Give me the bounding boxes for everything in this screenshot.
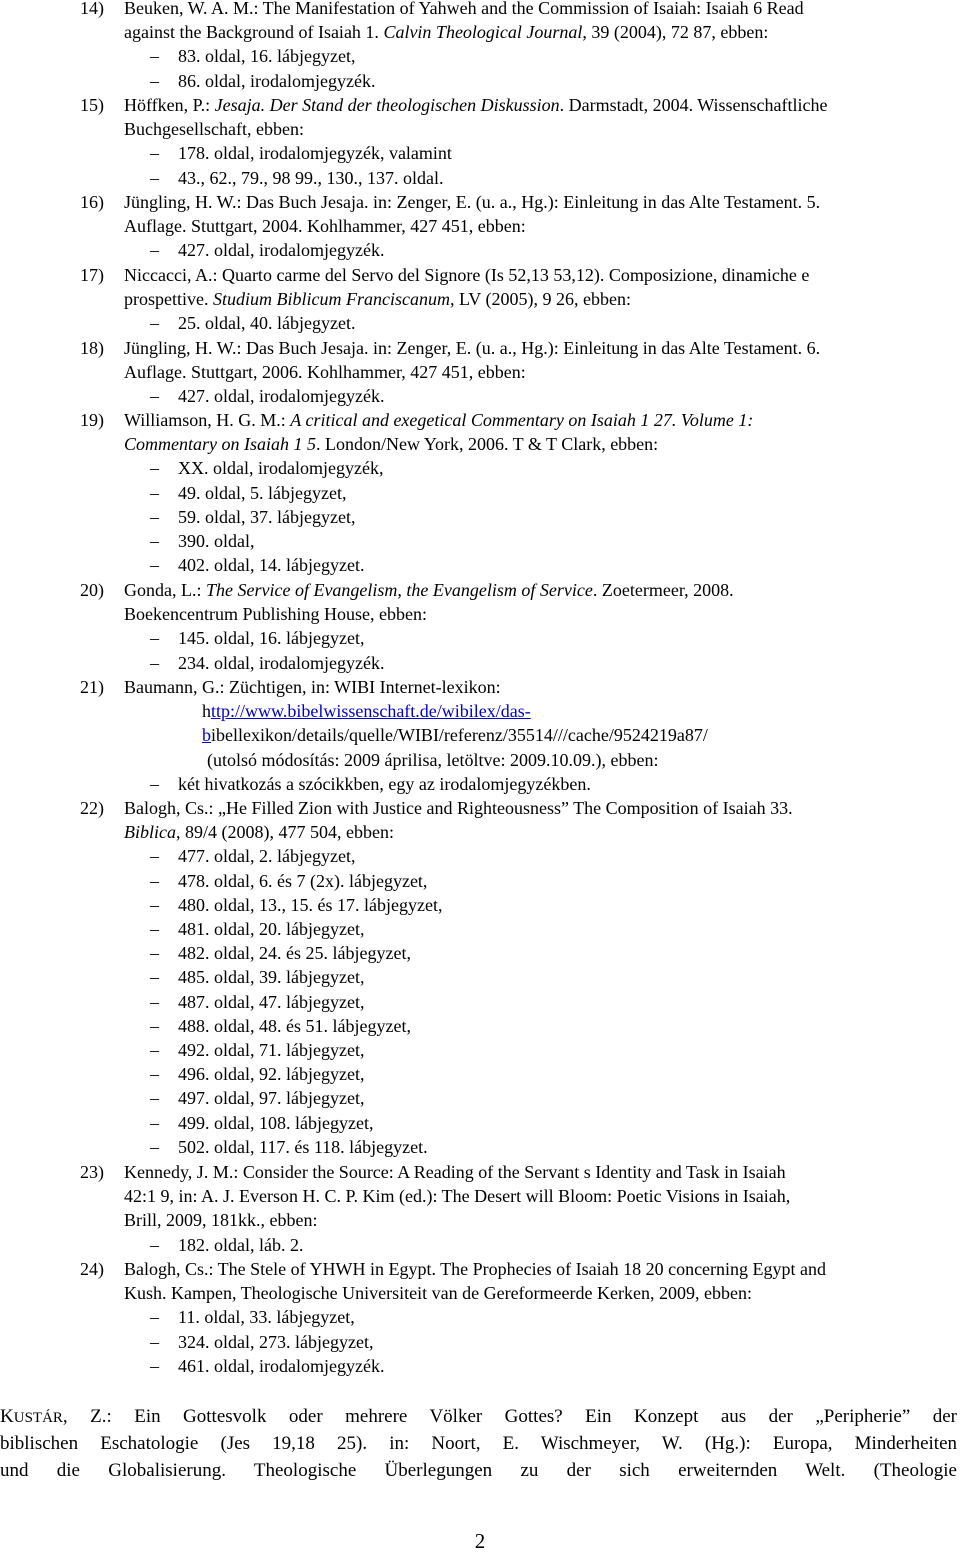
journal-title: Calvin Theological Journal (383, 22, 583, 43)
page-reference: – 178. oldal, irodalomjegyzék, valamint (150, 143, 452, 164)
page-reference: – 43., 62., 79., 98 99., 130., 137. oldal. (150, 167, 444, 188)
entry-number: 17) (80, 265, 104, 285)
entry-text: , LV (2005), 9 26, ebben: (449, 289, 631, 310)
entry-text: 42:1 9, in: A. J. Everson H. C. P. Kim (ed.): The Desert will Bloom: Poetic Visions in Isaiah, (124, 1186, 791, 1207)
entry-text: Niccacci, A.: Quarto carme del Servo del Signore (Is 52,13 53,12). Composizione, dinamiche e (124, 265, 810, 285)
page-reference: – 11. oldal, 33. lábjegyzet, (150, 1307, 355, 1328)
page-reference: – 234. oldal, irodalomjegyzék. (150, 652, 385, 673)
entry-number: 20) (80, 580, 104, 600)
entry-text: Kush. Kampen, Theologische Universiteit van de Gereformeerde Kerken, 2009, ebben: (124, 1283, 752, 1304)
entry-number: 22) (80, 798, 104, 818)
page-reference: – 324. oldal, 273. lábjegyzet, (150, 1331, 374, 1352)
page-reference: – 427. oldal, irodalomjegyzék. (150, 240, 385, 261)
page-reference: – 49. oldal, 5. lábjegyzet, (150, 482, 347, 503)
entry-text: Buchgesellschaft, ebben: (124, 119, 304, 140)
page-reference: – 478. oldal, 6. és 7 (2x). lábjegyzet, (150, 870, 428, 891)
book-title: The Service of Evangelism, the Evangelism of Service (205, 580, 593, 600)
entry-text: against the Background of Isaiah 1. (124, 22, 384, 43)
entry-text: Boekencentrum Publishing House, ebben: (124, 604, 427, 625)
page-number: 2 (474, 1529, 486, 1553)
page-reference: – 488. oldal, 48. és 51. lábjegyzet, (150, 1015, 411, 1036)
page-reference: – 497. oldal, 97. lábjegyzet, (150, 1088, 365, 1109)
page-reference: – 390. oldal, (150, 531, 255, 552)
page-reference: – 496. oldal, 92. lábjegyzet, (150, 1064, 365, 1085)
entry-text: . Darmstadt, 2004. Wissenschaftliche (559, 95, 828, 115)
page-reference: – 480. oldal, 13., 15. és 17. lábjegyzet, (150, 894, 443, 915)
entry-text: Brill, 2009, 181kk., ebben: (124, 1210, 318, 1231)
page-reference: – 402. oldal, 14. lábjegyzet. (150, 555, 365, 576)
entry-text: Gonda, L.: (124, 580, 206, 600)
journal-title: Studium Biblicum Franciscanum (212, 289, 450, 310)
page-reference: – 502. oldal, 117. és 118. lábjegyzet. (150, 1136, 428, 1157)
bibliography-entry-19 (0, 408, 960, 577)
access-note: (utolsó módosítás: 2009 áprilisa, letöltve: 2009.10.09.), ebben: (207, 749, 659, 770)
page-reference: – 461. oldal, irodalomjegyzék. (150, 1355, 385, 1376)
page-reference: – 25. oldal, 40. lábjegyzet. (150, 313, 356, 334)
bibliography-entry-17 (0, 263, 960, 336)
page-reference: – 492. oldal, 71. lábjegyzet, (150, 1040, 365, 1061)
url-line[interactable]: bibellexikon/details/quelle/WIBI/referenz/35514///cache/9524219a87/ (202, 725, 708, 746)
entry-text: Beuken, W. A. M.: The Manifestation of Yahweh and the Commission of Isaiah: Isaiah 6 Read (124, 0, 804, 18)
book-title: Jesaja. Der Stand der theologischen Diskussion (214, 95, 560, 115)
entry-number: 16) (80, 192, 104, 212)
page-reference: – 482. oldal, 24. és 25. lábjegyzet, (150, 943, 411, 964)
page-reference: – XX. oldal, irodalomjegyzék, (150, 458, 384, 479)
entry-text: Williamson, H. G. M.: (124, 410, 291, 430)
entry-text: . Zoetermeer, 2008. (592, 580, 734, 600)
entry-number: 15) (80, 95, 104, 115)
entry-number: 14) (80, 0, 104, 18)
entry-text: . London/New York, 2006. T & T Clark, ebben: (316, 434, 659, 455)
page-reference: – 477. oldal, 2. lábjegyzet, (150, 846, 356, 867)
url-line[interactable]: http://www.bibelwissenschaft.de/wibilex/das- (202, 701, 531, 722)
entry-number: 23) (80, 1162, 104, 1182)
entry-number: 19) (80, 410, 104, 430)
entry-number: 24) (80, 1259, 104, 1279)
hyperlink[interactable]: ttp://www.bibelwissenschaft.de/wibilex/das- (211, 701, 531, 722)
entry-text: , 39 (2004), 72 87, ebben: (582, 22, 769, 43)
page-reference: – két hivatkozás a szócikkben, egy az irodalomjegyzékben. (150, 773, 591, 794)
page-reference: – 182. oldal, láb. 2. (150, 1234, 304, 1255)
entry-text: Kennedy, J. M.: Consider the Source: A Reading of the Servant s Identity and Task in Isaiah (124, 1162, 786, 1182)
page-reference: – 499. oldal, 108. lábjegyzet, (150, 1112, 374, 1133)
journal-title: Biblica (124, 822, 176, 843)
bibliography-entry-22 (0, 796, 960, 1159)
entry-text: Balogh, Cs.: „He Filled Zion with Justice and Righteousness” The Composition of Isaiah 33. (124, 798, 793, 818)
page-reference: – 145. oldal, 16. lábjegyzet, (150, 628, 365, 649)
page-reference: – 59. oldal, 37. lábjegyzet, (150, 506, 356, 527)
entry-text: Höffken, P.: (124, 95, 215, 115)
entry-text: , 89/4 (2008), 477 504, ebben: (176, 822, 394, 843)
bibliography-entry-15 (0, 93, 960, 190)
kustar-paragraph: KUSTÁR, Z.: Ein Gottesvolk oder mehrere Völker Gottes? Ein Konzept aus der „Peripherie” der biblischen Eschatologie (Jes 19,18 25). in: Noort, E. Wischmeyer, W. (Hg.): Europa, Minderheiten und die Globalisierung. Theologische Überlegungen zu der sich erweiternden Welt. (Theologie (0, 1406, 957, 1481)
entry-number: 21) (80, 677, 104, 697)
entry-text: Jüngling, H. W.: Das Buch Jesaja. in: Zenger, E. (u. a., Hg.): Einleitung in das Alte Testament. 5. (124, 192, 821, 212)
page-reference: – 83. oldal, 16. lábjegyzet, (150, 46, 356, 67)
book-title: Commentary on Isaiah 1 5 (124, 434, 316, 455)
entry-text: Jüngling, H. W.: Das Buch Jesaja. in: Zenger, E. (u. a., Hg.): Einleitung in das Alte Testament. 6. (124, 338, 821, 358)
page-reference: – 427. oldal, irodalomjegyzék. (150, 386, 385, 407)
entry-text: Balogh, Cs.: The Stele of YHWH in Egypt. The Prophecies of Isaiah 18 20 concerning Egypt and (124, 1259, 827, 1279)
page-reference: – 485. oldal, 39. lábjegyzet, (150, 967, 365, 988)
bibliography-entry-18 (0, 336, 960, 409)
bibliography-entry-16 (0, 190, 960, 263)
entry-number: 18) (80, 338, 104, 358)
entry-text: prospettive. (124, 289, 213, 310)
page-reference: – 487. oldal, 47. lábjegyzet, (150, 991, 365, 1012)
book-title: A critical and exegetical Commentary on Isaiah 1 27. Volume 1: (290, 410, 754, 430)
bibliography-entry-20 (0, 578, 960, 675)
entry-text: Baumann, G.: Züchtigen, in: WIBI Internet-lexikon: (124, 677, 501, 697)
page-reference: – 86. oldal, irodalomjegyzék. (150, 70, 376, 91)
hyperlink[interactable]: b (202, 725, 211, 746)
page-reference: – 481. oldal, 20. lábjegyzet, (150, 919, 365, 940)
entry-text: Auflage. Stuttgart, 2006. Kohlhammer, 427 451, ebben: (124, 362, 526, 383)
bibliography-entry-14 (0, 0, 960, 93)
bibliography-entry-23 (0, 1160, 960, 1257)
bibliography-entry-21 (0, 675, 960, 796)
entry-text: Auflage. Stuttgart, 2004. Kohlhammer, 427 451, ebben: (124, 216, 526, 237)
bibliography-entry-24 (0, 1257, 960, 1378)
